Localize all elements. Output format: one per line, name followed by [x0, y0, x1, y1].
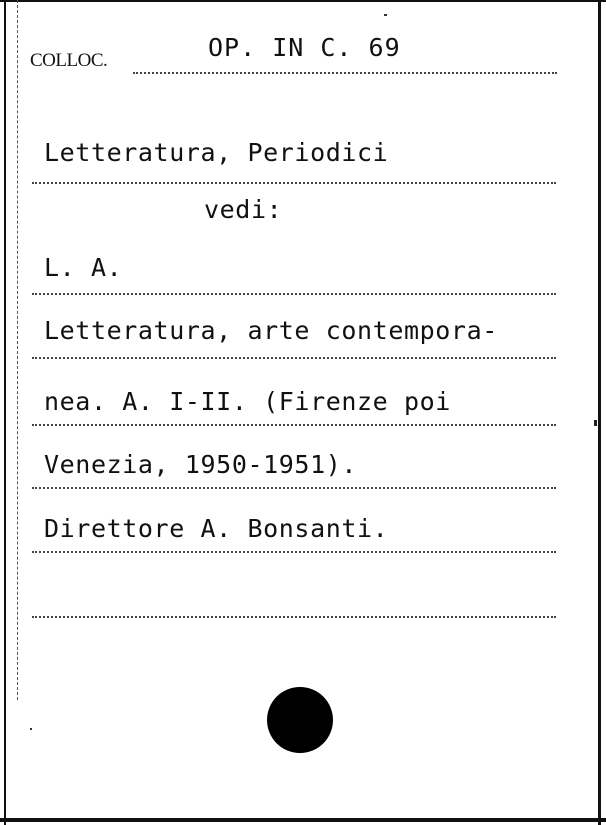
title-line-3: Venezia, 1950-1951).	[44, 450, 358, 479]
dotted-rule	[32, 293, 556, 295]
card-bottom-edge	[0, 818, 606, 822]
see-reference: vedi:	[204, 195, 283, 224]
heading-line: Letteratura, Periodici	[44, 138, 389, 167]
card-left-edge	[4, 0, 6, 825]
speck-mark	[594, 420, 597, 426]
punch-hole	[267, 687, 333, 753]
dotted-rule	[32, 182, 556, 184]
speck-mark	[30, 728, 32, 730]
title-line-1: Letteratura, arte contempora-	[44, 316, 498, 345]
reference-line: L. A.	[44, 253, 123, 282]
director-line: Direttore A. Bonsanti.	[44, 514, 389, 543]
colloc-value: OP. IN C. 69	[208, 33, 401, 62]
speck-mark	[384, 14, 387, 16]
dotted-rule	[32, 357, 556, 359]
dotted-rule	[32, 616, 556, 618]
dotted-rule	[32, 551, 556, 553]
colloc-dotted-rule	[133, 72, 557, 74]
dotted-rule	[32, 487, 556, 489]
dotted-rule	[32, 424, 556, 426]
card-top-edge	[0, 0, 606, 2]
card-right-edge	[598, 0, 601, 825]
colloc-label: COLLOC.	[30, 50, 108, 71]
card-left-margin-line	[17, 0, 19, 700]
title-line-2: nea. A. I-II. (Firenze poi	[44, 387, 451, 416]
